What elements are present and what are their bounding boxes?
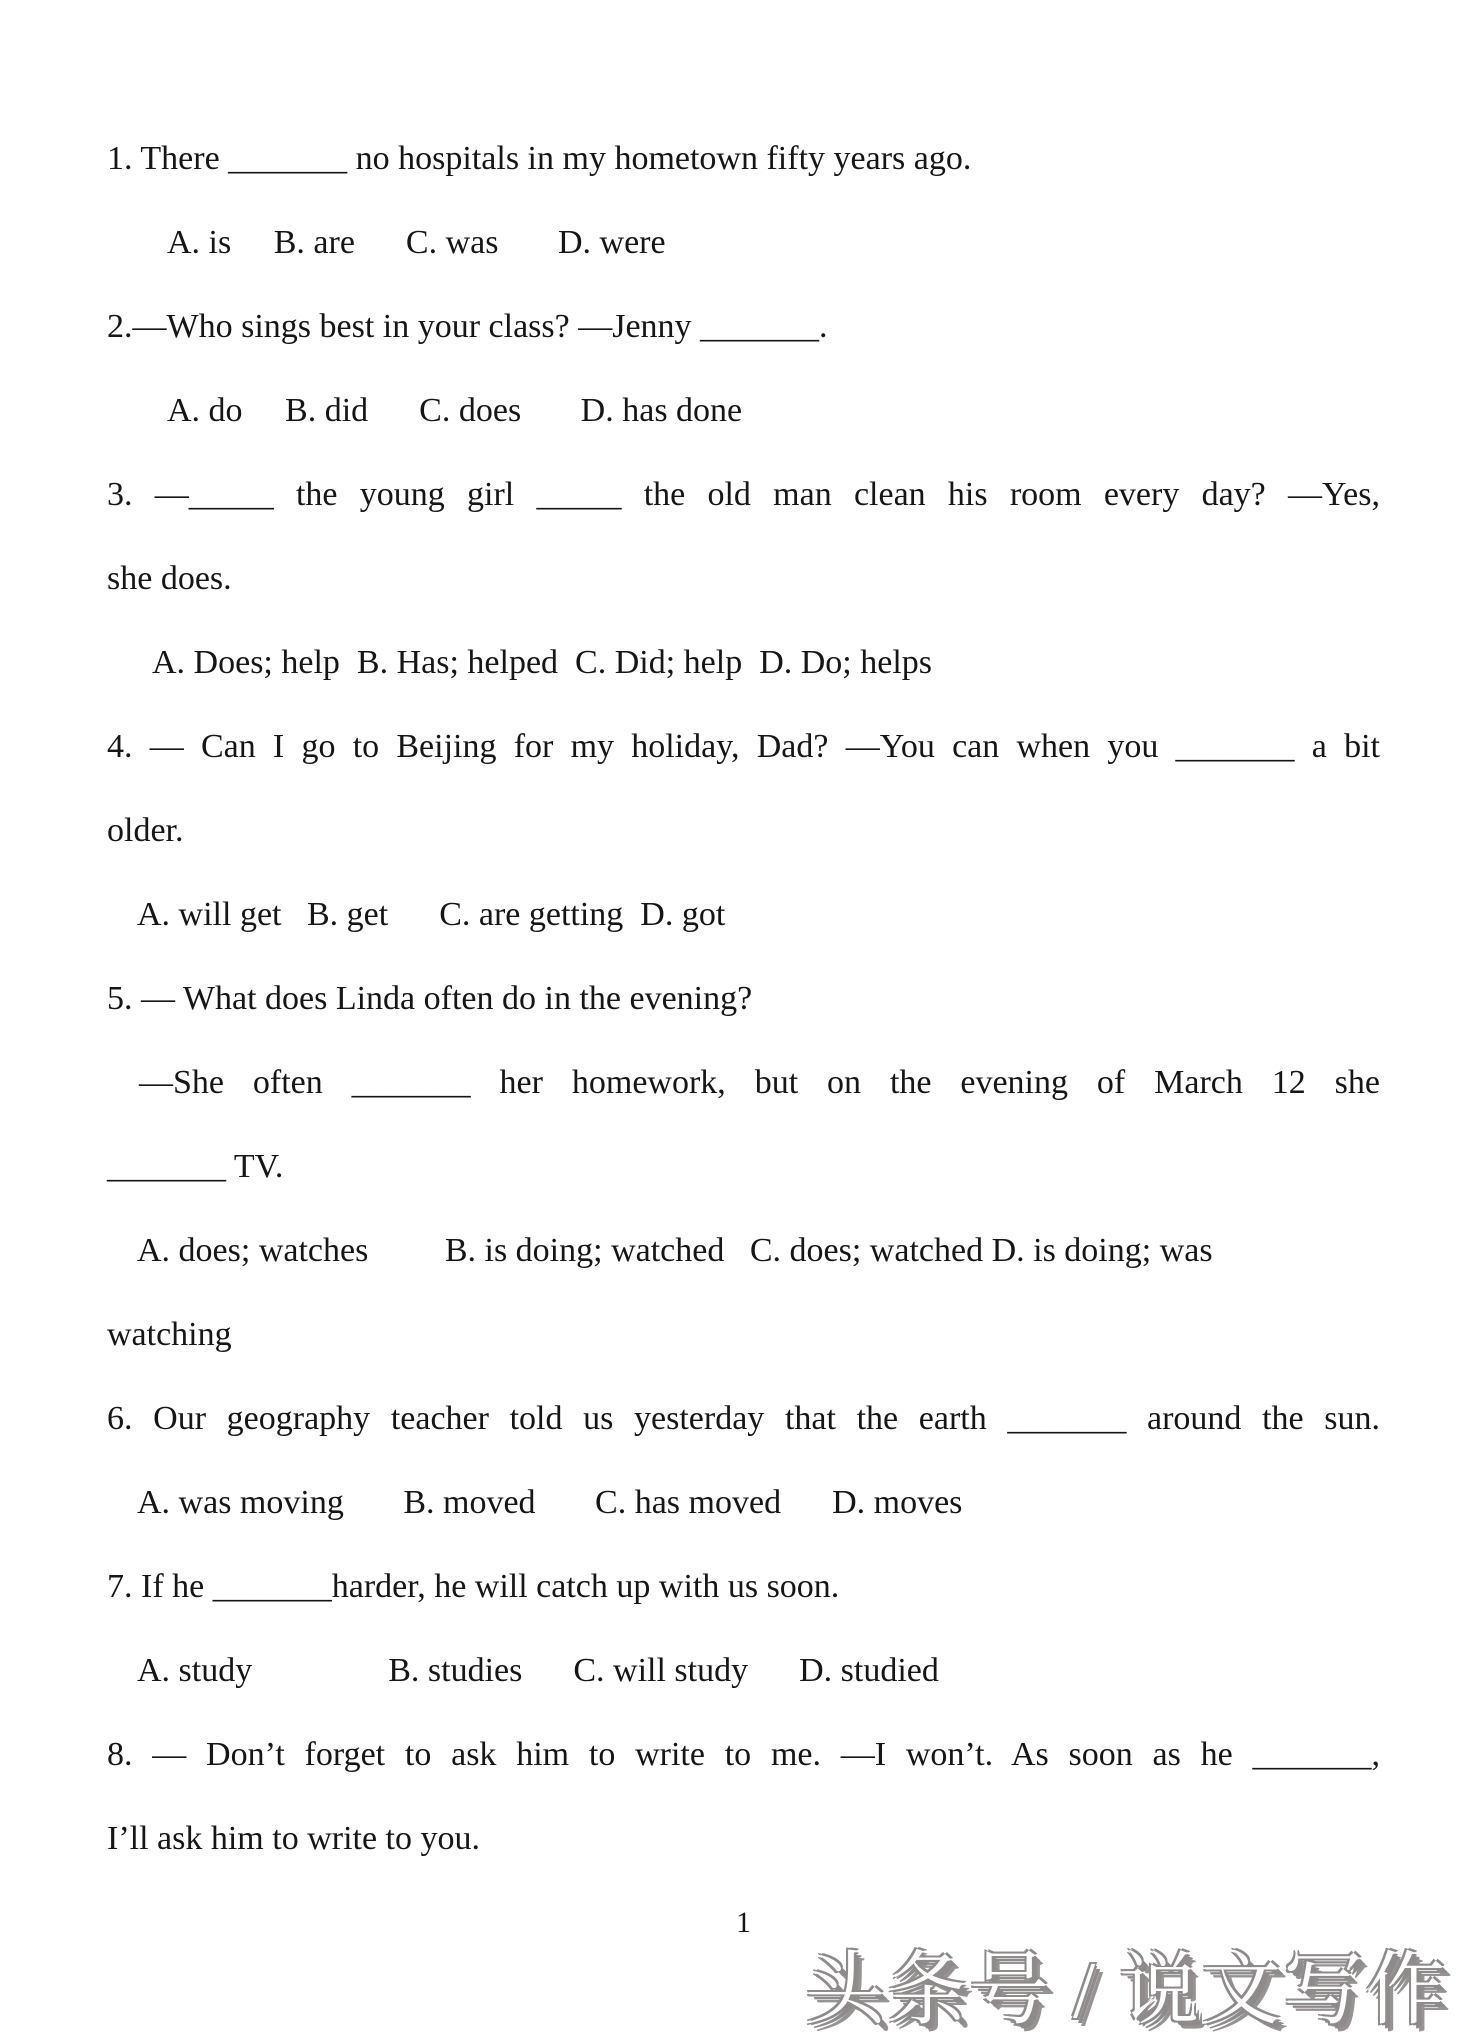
watermark-text: 头条号 / 说文写作	[805, 1947, 1448, 2035]
question-3-stem-continuation: she does.	[107, 560, 232, 597]
question-7-stem: 7. If he _______harder, he will catch up with us soon.	[107, 1568, 840, 1605]
page-number: 1	[736, 1906, 751, 1939]
question-4-stem-continuation: older.	[107, 812, 184, 849]
question-5-stem-line3: _______ TV.	[107, 1148, 284, 1185]
question-5-options-continuation: watching	[107, 1316, 232, 1353]
question-3-stem: 3. —_____ the young girl _____ the old man clean his room every day? —Yes,	[107, 476, 1380, 513]
question-5-stem-line2: —She often _______ her homework, but on the evening of March 12 she	[139, 1064, 1380, 1101]
question-5-stem: 5. — What does Linda often do in the evening?	[107, 980, 753, 1017]
question-8-stem: 8. — Don’t forget to ask him to write to me. —I won’t. As soon as he _______,	[107, 1736, 1380, 1773]
question-6-stem: 6. Our geography teacher told us yesterday that the earth _______ around the sun.	[107, 1400, 1380, 1437]
worksheet-body	[107, 117, 1380, 1965]
question-8-stem-continuation: I’ll ask him to write to you.	[107, 1820, 481, 1857]
question-4-options: A. will get B. get C. are getting D. got	[137, 896, 726, 933]
question-5-options: A. does; watches B. is doing; watched C. does; watched D. is doing; was	[137, 1232, 1213, 1269]
question-6-options: A. was moving B. moved C. has moved D. moves	[137, 1484, 963, 1521]
question-1-options: A. is B. are C. was D. were	[167, 224, 666, 261]
question-7-options: A. study B. studies C. will study D. studied	[137, 1652, 939, 1689]
question-2-stem: 2.—Who sings best in your class? —Jenny _______.	[107, 308, 828, 345]
question-3-options: A. Does; help B. Has; helped C. Did; help D. Do; helps	[152, 644, 933, 681]
question-2-options: A. do B. did C. does D. has done	[167, 392, 743, 429]
question-4-stem: 4. — Can I go to Beijing for my holiday, Dad? —You can when you _______ a bit	[107, 728, 1380, 765]
question-1-stem: 1. There _______ no hospitals in my hometown fifty years ago.	[107, 140, 972, 177]
